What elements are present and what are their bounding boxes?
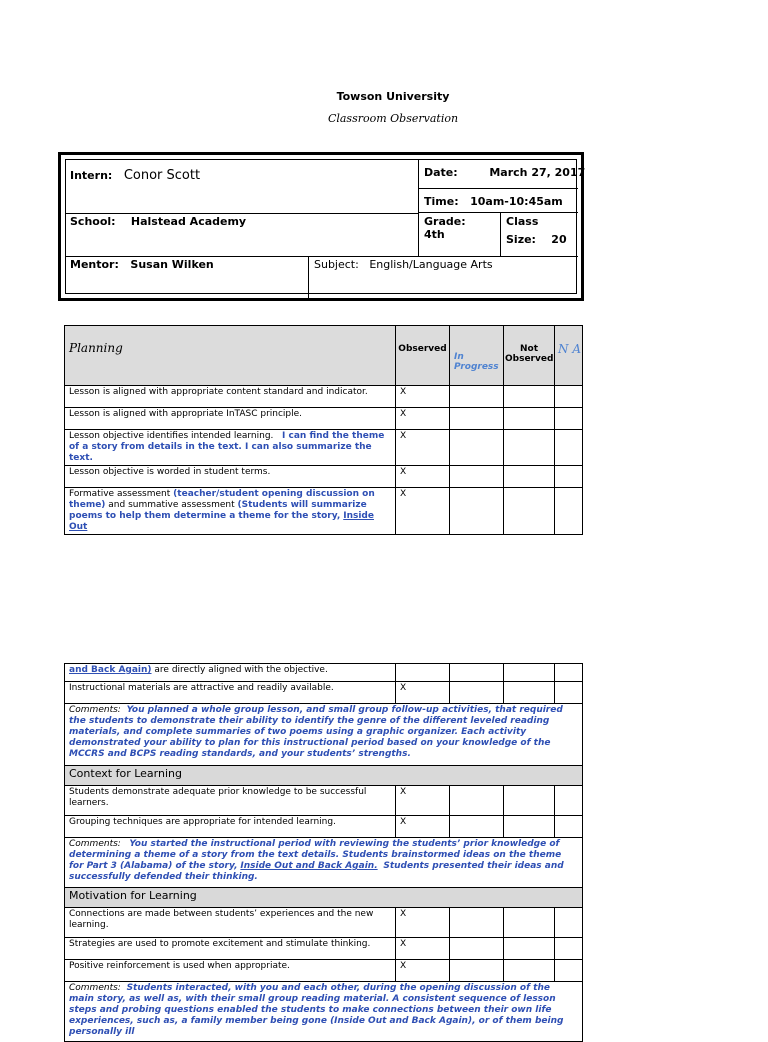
table-row xyxy=(65,488,583,535)
table-row xyxy=(65,682,583,704)
intern-value: Conor Scott xyxy=(123,168,201,183)
info-box-inner xyxy=(65,159,586,294)
criterion-text: Positive reinforcement is used when appropriate. xyxy=(65,960,396,982)
criterion-text: Connections are made between students’ experiences and the new learning. xyxy=(65,908,396,938)
table-row xyxy=(65,664,583,682)
class-size-field xyxy=(506,215,567,246)
size-value: 20 xyxy=(551,233,567,246)
table-row xyxy=(65,786,583,816)
subject-value: English/Language Arts xyxy=(369,258,493,271)
criterion-text: Formative assessment (teacher/student opening discussion on theme) and summative assessment (Students will summarize poems to help them determine a theme for the story, Inside Out xyxy=(65,488,396,535)
table-row xyxy=(65,466,583,488)
comment-text: Comments: You planned a whole group lesson, and small group follow-up activities, that required the students to demonstrate their ability to identify the genre of the different leveled reading materials, and complete summaries of two poems using a graphic organizer. Each activity demonstrated your ability to plan for this instructional period based on your knowledge of the MCCRS and BCPS reading standards, and your students’ strengths. xyxy=(65,704,583,766)
grade-value: 4th xyxy=(424,228,445,241)
grade-field xyxy=(424,215,466,241)
criterion-text: Lesson is aligned with appropriate content standard and indicator. xyxy=(65,386,396,408)
section-heading: Motivation for Learning xyxy=(65,888,583,908)
mentor-field xyxy=(70,258,214,271)
time-label: Time: xyxy=(424,195,459,208)
table-row xyxy=(65,960,583,982)
criterion-text: Students demonstrate adequate prior knowledge to be successful learners. xyxy=(65,786,396,816)
observed-mark: X xyxy=(396,786,450,816)
observed-mark: X xyxy=(396,816,450,838)
time-field xyxy=(424,195,563,208)
form-title: Classroom Observation xyxy=(327,112,459,125)
objective-highlight: I can find the theme of a story from details in the text. I can also summarize the text. xyxy=(69,431,385,463)
criterion-text: Instructional materials are attractive and readily available. xyxy=(65,682,396,704)
table-row xyxy=(65,386,583,408)
observed-mark: X xyxy=(396,938,450,960)
size-label: Size: xyxy=(506,233,536,246)
planning-header-row xyxy=(65,326,583,386)
subject-field xyxy=(314,258,493,271)
school-label: School: xyxy=(70,215,116,228)
school-field xyxy=(70,215,246,228)
table-row xyxy=(65,430,583,466)
comment-row xyxy=(65,982,583,1042)
intern-label: Intern: xyxy=(70,169,113,182)
mentor-label: Mentor: xyxy=(70,258,119,271)
criterion-text: Lesson objective is worded in student terms. xyxy=(65,466,396,488)
section-motivation-for-learning xyxy=(65,888,583,908)
criterion-text: Strategies are used to promote excitement and stimulate thinking. xyxy=(65,938,396,960)
planning-heading: Planning xyxy=(65,326,396,386)
table-row xyxy=(65,908,583,938)
time-value: 10am-10:45am xyxy=(470,195,563,208)
table-row xyxy=(65,938,583,960)
criterion-text: and Back Again) are directly aligned with the objective. xyxy=(65,664,396,682)
intern-field xyxy=(70,168,200,183)
date-field xyxy=(424,166,585,179)
col-na: N A xyxy=(555,326,583,386)
col-in-progress: In Progress xyxy=(450,326,504,386)
comment-text: Comments: Students interacted, with you and each other, during the opening discussion of the main story, as well as, with their small group reading material. A consistent sequence of lesson steps and probing questions enabled the students to make connections between their own life experiences, such as, a family member being gone (Inside Out and Back Again), or of them being personally ill xyxy=(65,982,583,1042)
observed-mark: X xyxy=(396,908,450,938)
section-context-for-learning xyxy=(65,766,583,786)
date-value: March 27, 2017 xyxy=(489,166,586,179)
observed-mark: X xyxy=(396,408,450,430)
table-row xyxy=(65,408,583,430)
criterion-text: Lesson is aligned with appropriate InTASC principle. xyxy=(65,408,396,430)
school-value: Halstead Academy xyxy=(130,215,247,228)
observed-mark: X xyxy=(396,682,450,704)
mentor-value: Susan Wilken xyxy=(130,258,214,271)
table-row xyxy=(65,816,583,838)
class-label: Class xyxy=(506,215,539,228)
university-title: Towson University xyxy=(336,90,450,103)
comment-row xyxy=(65,838,583,888)
observed-mark: X xyxy=(396,430,450,466)
observed-mark: X xyxy=(396,960,450,982)
comment-text: Comments: You started the instructional period with reviewing the students’ prior knowledge of determining a theme of a story from the text details. Students brainstormed ideas on the theme for Part 3 (Alabama) of the story, Inside Out and Back Again. Students presented their ideas and successfully defended their thinking. xyxy=(65,838,583,888)
continued-table xyxy=(64,663,583,1042)
observed-mark: X xyxy=(396,466,450,488)
grade-label: Grade: xyxy=(424,215,466,228)
info-box xyxy=(58,152,584,301)
subject-label: Subject: xyxy=(314,258,359,271)
criterion-text: Grouping techniques are appropriate for intended learning. xyxy=(65,816,396,838)
comment-row xyxy=(65,704,583,766)
planning-table xyxy=(64,325,583,535)
col-not-observed: Not Observed xyxy=(504,326,555,386)
date-label: Date: xyxy=(424,166,458,179)
observed-mark: X xyxy=(396,488,450,535)
observed-mark: X xyxy=(396,386,450,408)
col-observed: Observed xyxy=(396,326,450,386)
criterion-text: Lesson objective identifies intended learning. I can find the theme of a story from details in the text. I can also summarize the text. xyxy=(65,430,396,466)
section-heading: Context for Learning xyxy=(65,766,583,786)
